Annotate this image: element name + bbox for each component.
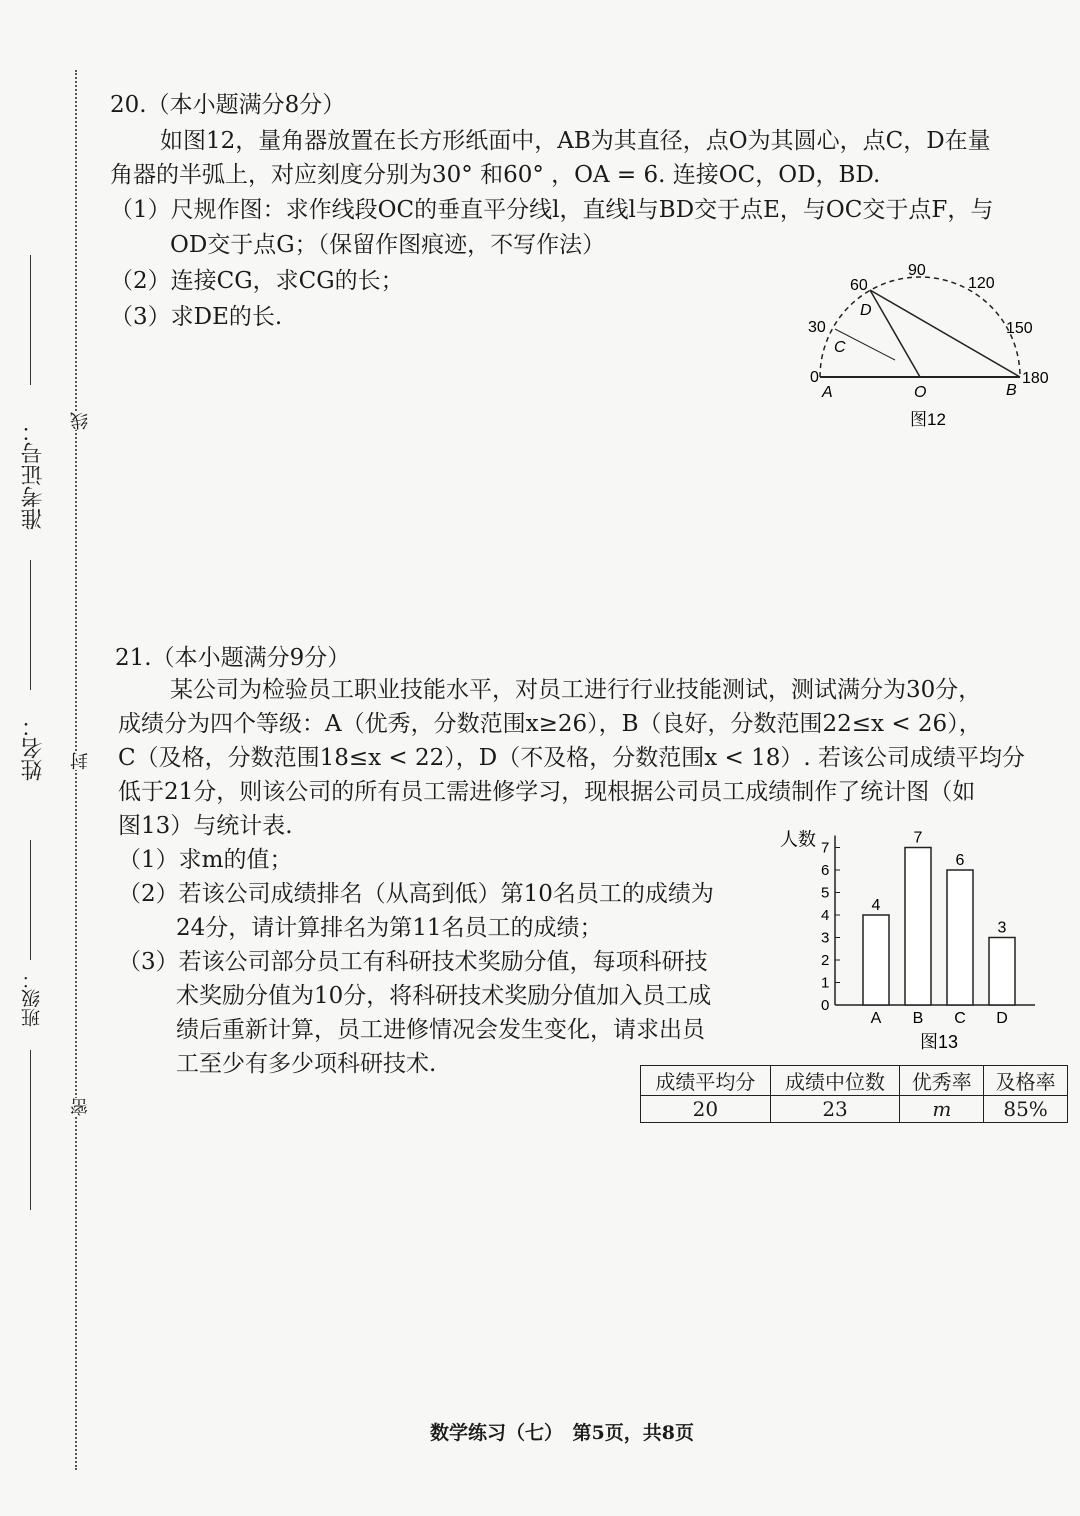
seal-line-mark: 线 [68,412,94,430]
x-tick-label: C [954,1010,966,1027]
point-d: D [860,302,872,319]
scale-30: 30 [808,319,826,336]
q20-part2: （2）连接CG，求CG的长； [110,268,404,294]
scale-0: 0 [810,369,819,386]
q20-part3: （3）求DE的长. [110,304,283,330]
page-footer: 数学练习（七） 第5页，共8页 [430,1422,694,1444]
bar-A [863,915,889,1005]
stats-table [640,1065,1068,1123]
seal-mi-mark: 密 [68,1098,94,1116]
q21-header: 21.（本小题满分9分） [115,645,351,671]
y-tick-label: 3 [821,929,830,947]
binding-dotted-line [75,70,77,1470]
point-o: O [914,384,927,401]
q21-line2: 成绩分为四个等级：A（优秀，分数范围x≥26），B（良好，分数范围22≤x < 26）， [118,711,982,737]
table-header-cell: 及格率 [984,1066,1068,1096]
bar-B [905,848,931,1006]
point-b: B [1006,382,1017,399]
x-tick-label: B [912,1010,924,1027]
scale-150: 150 [1006,320,1033,337]
exam-id-label: 准考证号： [21,420,46,530]
table-header-cell: 成绩中位数 [770,1066,900,1096]
class-label: 班级： [21,970,43,1027]
q21-part3b: 术奖励分值为10分，将科研技术奖励分值加入员工成 [176,983,712,1009]
name-label: 姓名： [21,715,46,781]
y-tick-label: 1 [821,974,830,992]
segment-bd [870,290,1020,377]
bar-value-label: 4 [871,897,881,914]
q21-line3: C（及格，分数范围18≤x < 22），D（不及格，分数范围x < 18）. 若该公司成绩平均分 [118,745,1025,771]
table-header-cell: 成绩平均分 [641,1066,771,1096]
class-blank [30,840,31,960]
q20-header: 20.（本小题满分8分） [110,92,346,118]
bar-C [947,870,973,1005]
q20-line1: 如图12，量角器放置在长方形纸面中，AB为其直径，点O为其圆心，点C，D在量 [160,128,991,154]
scale-90: 90 [908,262,926,279]
scale-120: 120 [968,275,995,292]
point-c: C [834,339,846,356]
seal-feng-mark: 封 [68,752,94,770]
q21-part2a: （2）若该公司成绩排名（从高到低）第10名员工的成绩为 [118,881,714,907]
q21-part3c: 绩后重新计算，员工进修情况会发生变化，请求出员 [176,1017,705,1043]
y-tick-label: 5 [821,884,830,902]
q20-line2: 角器的半弧上，对应刻度分别为30° 和60° ，OA = 6. 连接OC，OD，BD. [110,162,881,188]
chart-caption: 图13 [919,1032,959,1052]
segment-od [870,290,920,377]
table-cell: 20 [641,1096,771,1123]
q21-part3a: （3）若该公司部分员工有科研技术奖励分值，每项科研技 [118,949,708,975]
q21-line5: 图13）与统计表. [118,813,293,839]
q21-part3d: 工至少有多少项科研技术. [176,1051,437,1077]
protractor-figure [790,255,1060,435]
extra-blank [30,1050,31,1210]
table-cell: 23 [770,1096,900,1123]
y-tick-label: 2 [821,952,830,969]
q21-line4: 低于21分，则该公司的所有员工需进修学习，现根据公司员工成绩制作了统计图（如 [118,779,976,805]
q21-part2b: 24分，请计算排名为第11名员工的成绩； [176,915,603,941]
exam-id-blank [30,255,31,385]
table-header-row [641,1066,1068,1096]
table-cell: m [900,1096,984,1123]
y-tick-label: 6 [821,862,830,879]
table-cell: 85% [984,1096,1068,1123]
y-tick-label: 7 [821,839,830,857]
point-a: A [822,384,833,401]
bar-value-label: 6 [955,852,965,869]
x-tick-label: A [870,1010,882,1027]
scale-180: 180 [1022,370,1049,387]
bar-value-label: 7 [913,829,923,847]
table-row [641,1096,1068,1123]
bar-D [989,938,1015,1006]
scale-60: 60 [850,277,868,294]
bar-value-label: 3 [997,919,1007,937]
name-blank [30,560,31,690]
q20-part1a: （1）尺规作图：求作线段OC的垂直平分线l，直线l与BD交于点E，与OC交于点F，与 [110,197,994,223]
figure12-caption: 图12 [910,410,946,429]
q21-line1: 某公司为检验员工职业技能水平，对员工进行行业技能测试，测试满分为30分， [170,677,982,703]
q21-part1: （1）求m的值； [118,847,293,873]
table-header-cell: 优秀率 [900,1066,984,1096]
bar-chart [775,812,1055,1062]
x-tick-label: D [996,1010,1008,1027]
q20-part1b: OD交于点G；（保留作图痕迹，不写作法） [170,232,606,258]
y-tick-label: 0 [821,997,830,1014]
y-tick-label: 4 [821,907,830,924]
y-axis-label: 人数 [780,829,816,850]
